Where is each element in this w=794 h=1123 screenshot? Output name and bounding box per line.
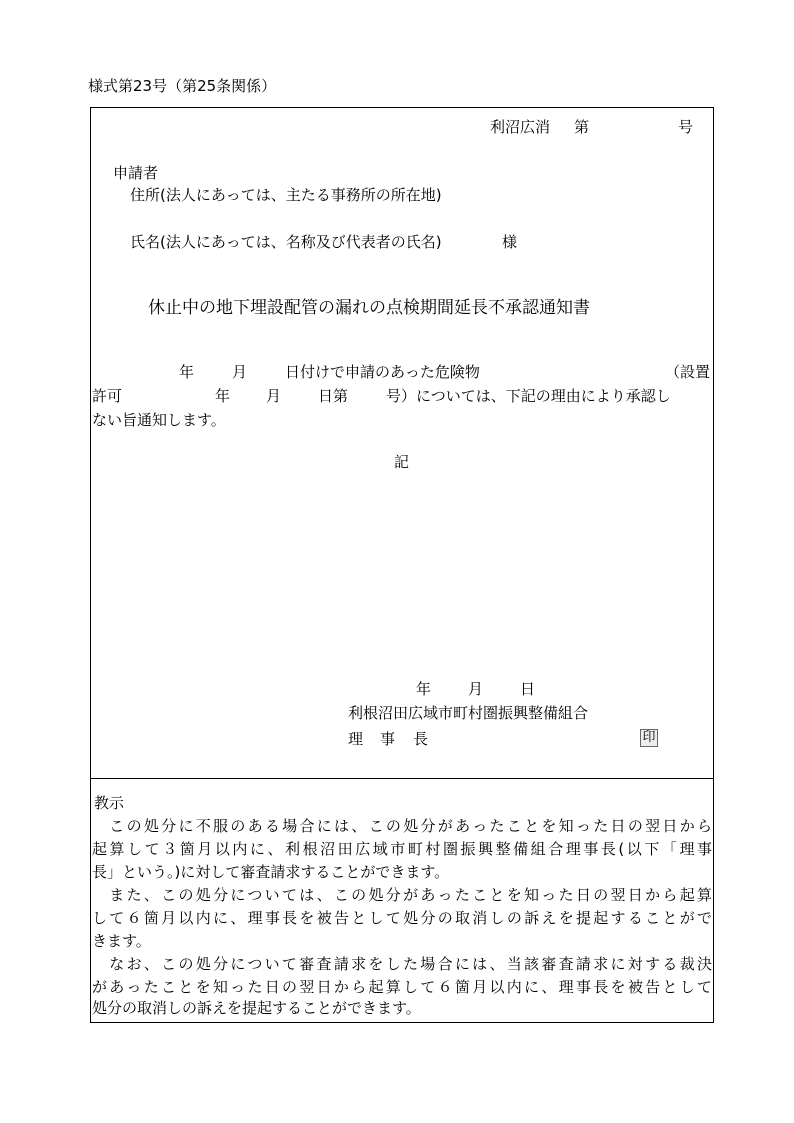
- doc-number-go: 号: [678, 118, 694, 136]
- body-l2-tsuki: 月: [266, 387, 282, 405]
- doc-number-prefix: 利沼広消: [490, 118, 551, 136]
- notice-p3-line3: 処分の取消しの訴えを提起することができます。: [92, 999, 421, 1017]
- body-l1-tsuki: 月: [232, 363, 248, 381]
- footer-cho: 長: [413, 730, 429, 748]
- footer-nichi: 日: [520, 680, 536, 698]
- ki-heading: 記: [394, 453, 410, 471]
- body-l1-setchi: （設置: [665, 363, 711, 381]
- footer-ri: 理: [348, 730, 364, 748]
- notice-p3-line1: なお、この処分について審査請求をした場合には、当該審査請求に対する裁決: [92, 955, 712, 973]
- form-label: 様式第23号（第25条関係）: [88, 77, 277, 95]
- body-l2-kyoka: 許可: [92, 387, 123, 405]
- footer-tsuki: 月: [468, 680, 484, 698]
- applicant-name: 氏名(法人にあっては、名称及び代表者の氏名): [130, 233, 442, 251]
- doc-number-dai: 第: [574, 118, 590, 136]
- notice-p1-line3: 長」という。)に対して審査請求することができます。: [92, 863, 450, 881]
- footer-org: 利根沼田広域市町村圏振興整備組合: [348, 704, 589, 722]
- notice-p2-line2: して６箇月以内に、理事長を被告として処分の取消しの訴えを提起することがで: [92, 909, 712, 927]
- body-l1-nen: 年: [179, 363, 195, 381]
- body-l2-rest: 号）については、下記の理由により承認し: [386, 387, 671, 405]
- notice-heading: 教示: [94, 794, 125, 812]
- body-l1-hizuke: 日付けで申請のあった危険物: [285, 363, 480, 381]
- applicant-address: 住所(法人にあっては、主たる事務所の所在地): [130, 186, 442, 204]
- notice-p1-line2: 起算して３箇月以内に、利根沼田広域市町村圏振興整備組合理事長(以下「理事: [92, 840, 712, 858]
- footer-nen: 年: [416, 680, 432, 698]
- notice-p3-line2: があったことを知った日の翌日から起算して６箇月以内に、理事長を被告として: [92, 978, 712, 996]
- body-l2-nen: 年: [215, 387, 231, 405]
- document-title: 休止中の地下埋設配管の漏れの点検期間延長不承認通知書: [148, 298, 590, 318]
- footer-ji: 事: [380, 730, 396, 748]
- applicant-honorific: 様: [502, 233, 518, 251]
- notice-p2-line3: きます。: [92, 932, 151, 950]
- body-l2-nichidai: 日第: [318, 387, 349, 405]
- notice-p2-line1: また、この処分については、この処分があったことを知った日の翌日から起算: [92, 886, 712, 904]
- applicant-label: 申請者: [113, 164, 159, 182]
- seal-mark: 印: [640, 729, 658, 747]
- body-l3: ない旨通知します。: [92, 411, 226, 429]
- notice-divider: [90, 778, 714, 779]
- notice-p1-line1: この処分に不服のある場合には、この処分があったことを知った日の翌日から: [92, 817, 712, 835]
